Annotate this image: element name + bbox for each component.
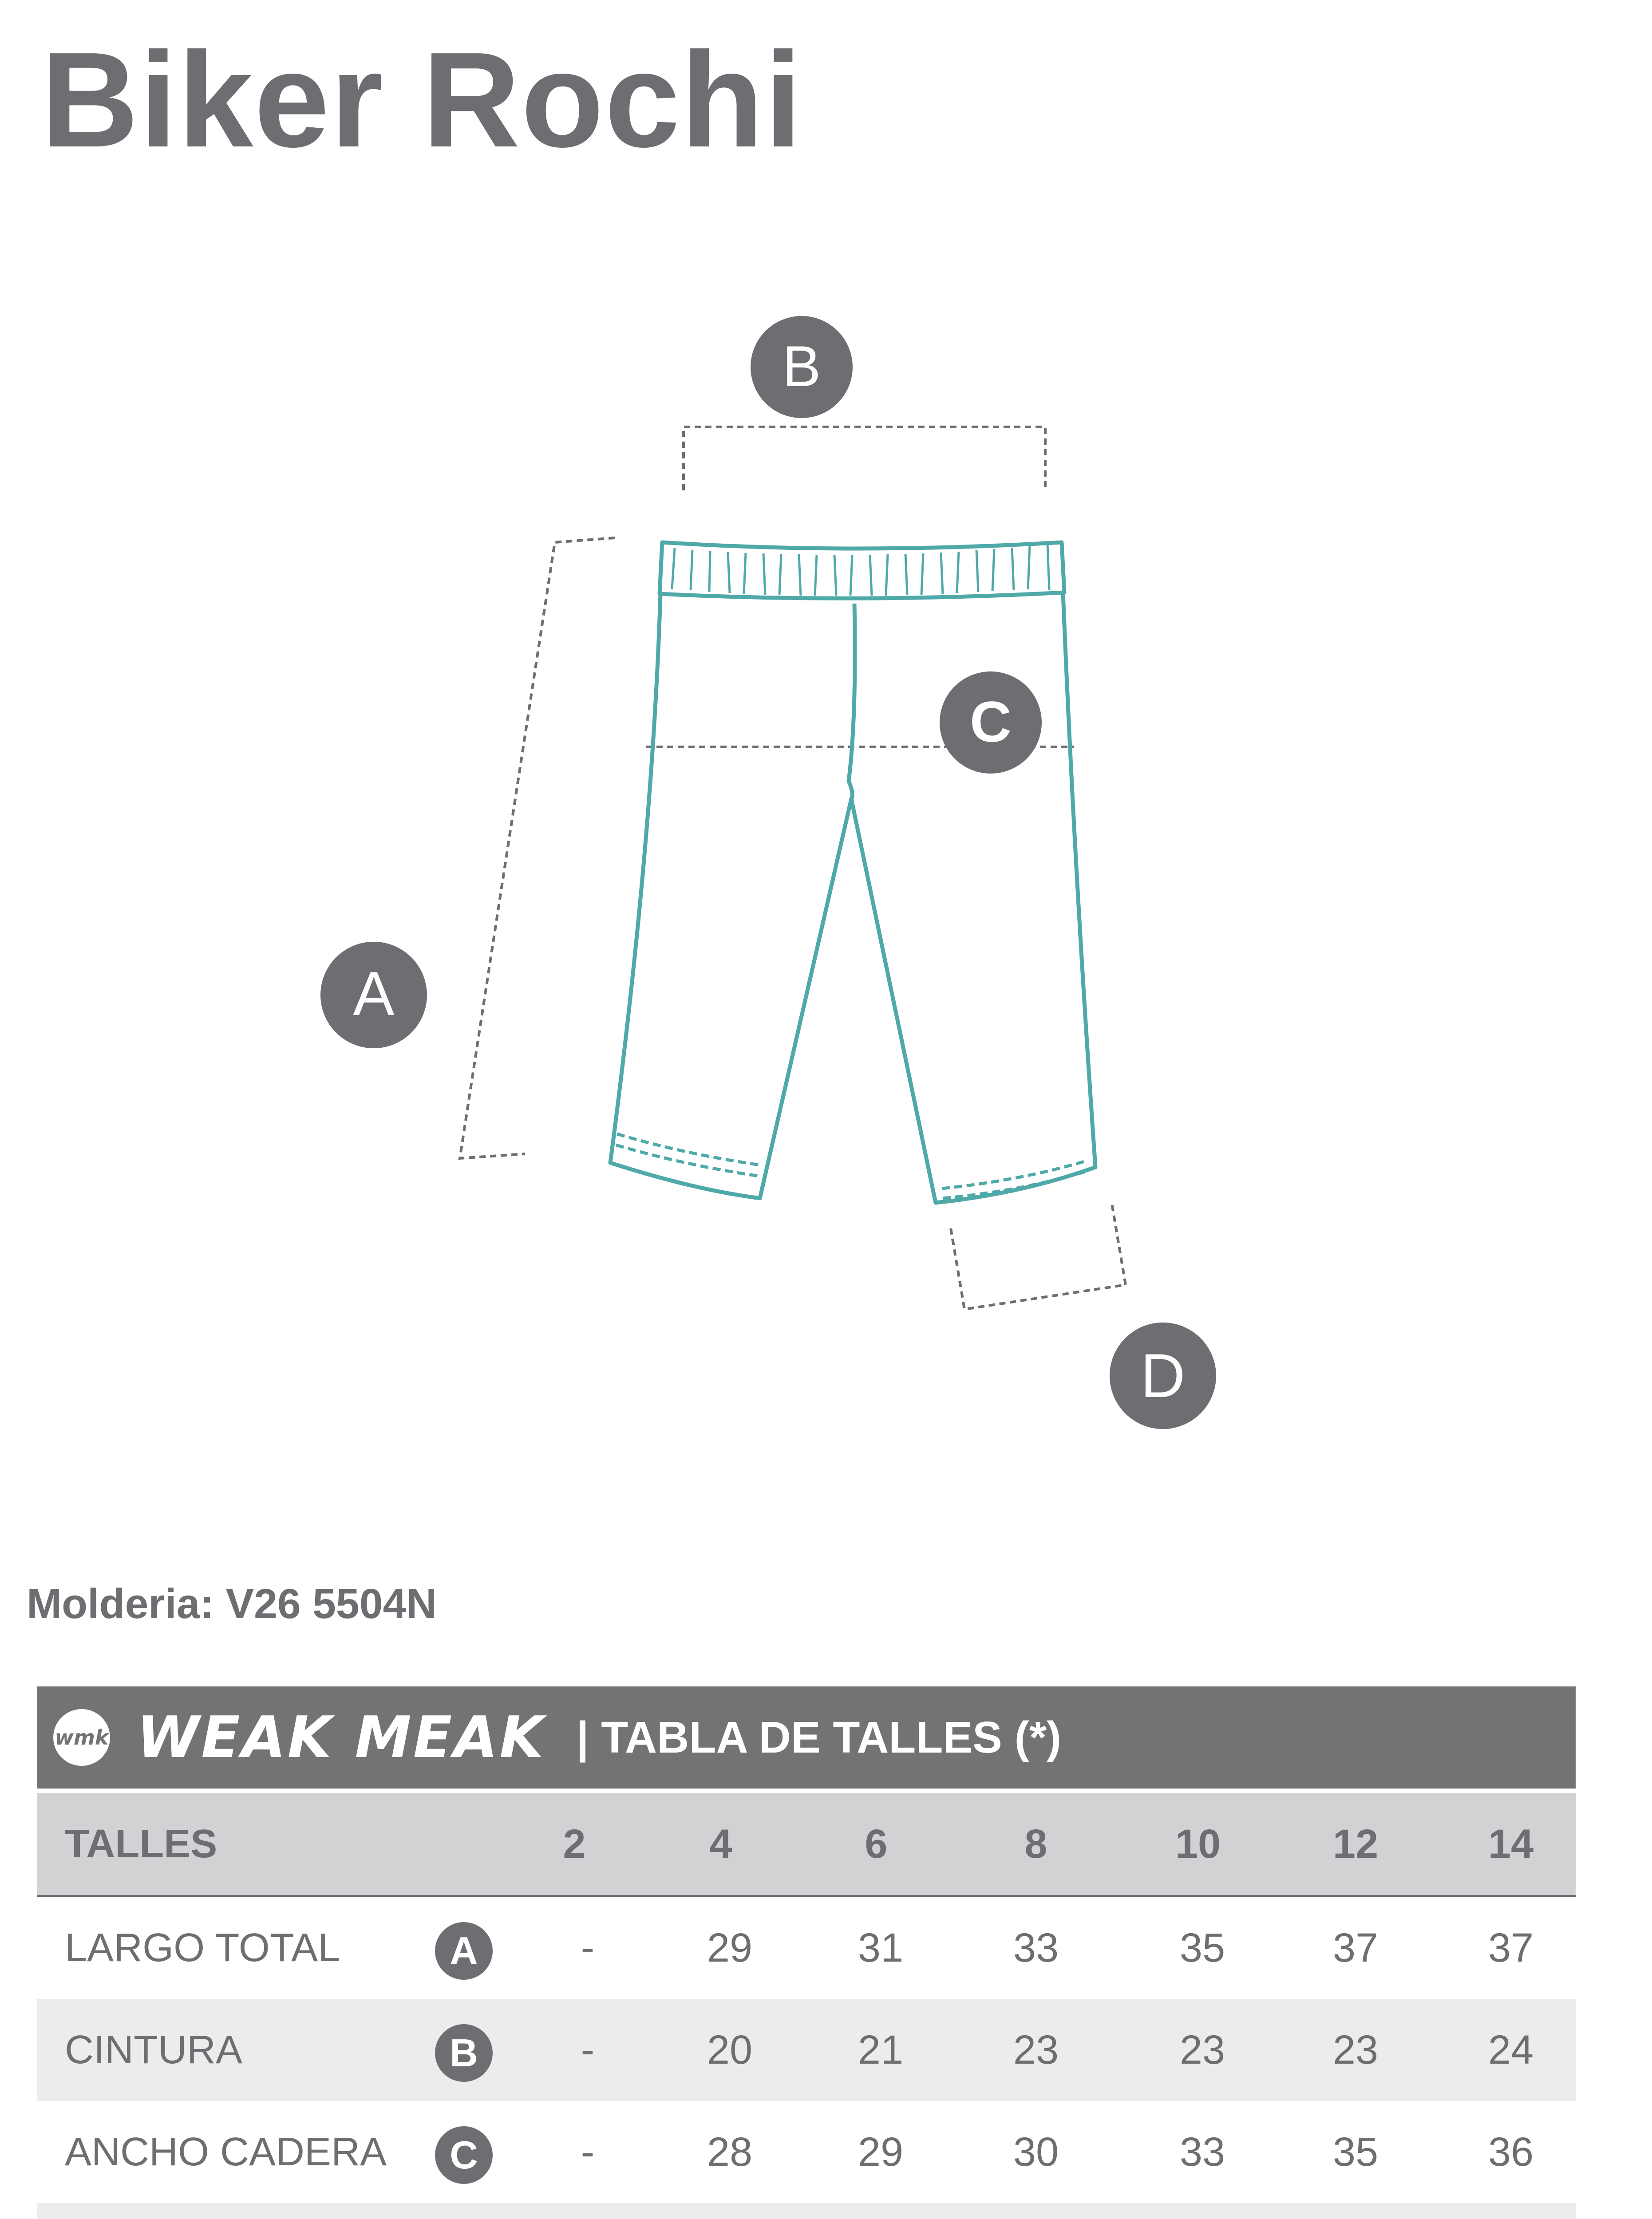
size-col-header: 10 xyxy=(1175,1821,1221,1867)
marker-a-label: A xyxy=(353,959,395,1028)
row-marker-badge: A xyxy=(435,1922,493,1980)
size-table-title: | TABLA DE TALLES (*) xyxy=(576,1712,1062,1762)
marker-b-label: B xyxy=(782,334,821,399)
table-row xyxy=(37,1897,1576,1999)
marker-a xyxy=(320,942,427,1048)
table-cell: 29 xyxy=(858,2129,904,2175)
table-cell: 37 xyxy=(1488,1925,1534,1970)
page-title: Biker Rochi xyxy=(41,24,803,175)
table-cell: 29 xyxy=(707,1925,753,1970)
marker-d xyxy=(1110,1323,1216,1429)
marker-c xyxy=(940,671,1042,774)
table-cell: 23 xyxy=(1332,2027,1379,2073)
size-table-header xyxy=(37,1686,1576,1789)
table-cell: 33 xyxy=(1179,2129,1225,2175)
table-row xyxy=(37,2203,1576,2219)
table-cell: 37 xyxy=(1332,1925,1379,1970)
table-cell: 31 xyxy=(858,1925,904,1970)
row-label: CINTURA xyxy=(65,2027,242,2072)
table-cell xyxy=(539,2203,636,2219)
table-row xyxy=(37,1999,1576,2101)
table-cell: 35 xyxy=(1332,2129,1379,2175)
table-cell: 21 xyxy=(858,2027,904,2073)
table-row xyxy=(37,2101,1576,2203)
row-marker-badge: C xyxy=(435,2126,493,2184)
table-cell: - xyxy=(581,1925,595,1970)
pattern-code: Molderia: V26 5504N xyxy=(27,1580,437,1627)
table-cell: 23 xyxy=(1013,2027,1059,2073)
size-header-row xyxy=(37,1793,1576,1895)
measure-line-a xyxy=(460,538,615,1158)
row-label: LARGO TOTAL xyxy=(65,1925,340,1970)
table-cell: 20 xyxy=(707,2027,753,2073)
biker-shorts-outline xyxy=(610,542,1095,1203)
table-cell: 30 xyxy=(1013,2129,1059,2175)
size-table xyxy=(37,1686,1576,2219)
brand-name: WEAK MEAK xyxy=(137,1704,545,1771)
size-col-header: 12 xyxy=(1332,1821,1379,1867)
table-cell: 28 xyxy=(707,2129,753,2175)
table-cell: 33 xyxy=(1013,1925,1059,1970)
table-cell: - xyxy=(581,2027,595,2073)
size-col-header: 4 xyxy=(709,1821,732,1867)
waistband-gathers xyxy=(672,544,1049,596)
center-seam xyxy=(849,604,855,799)
size-col-header: 14 xyxy=(1488,1821,1534,1867)
table-cell: 36 xyxy=(1488,2129,1534,2175)
brand-logo-icon: wmk xyxy=(53,1709,110,1766)
waistband xyxy=(660,542,1064,598)
measure-line-d xyxy=(951,1204,1126,1309)
marker-b xyxy=(751,316,853,418)
table-cell: 24 xyxy=(1488,2027,1534,2073)
measure-line-b xyxy=(684,427,1045,490)
row-label: ANCHO CADERA xyxy=(65,2129,387,2174)
marker-d-label: D xyxy=(1140,1341,1186,1410)
size-header-label: TALLES xyxy=(65,1821,217,1866)
table-cell: - xyxy=(581,2129,595,2175)
table-cell: 23 xyxy=(1179,2027,1225,2073)
marker-c-label: C xyxy=(970,689,1012,754)
row-marker-badge: B xyxy=(435,2024,493,2082)
hem-stitching xyxy=(616,1134,1088,1198)
measurement-lines xyxy=(460,427,1126,1309)
size-col-header: 6 xyxy=(865,1821,888,1867)
size-col-header: 2 xyxy=(563,1821,586,1867)
table-cell: 35 xyxy=(1179,1925,1225,1970)
size-col-header: 8 xyxy=(1024,1821,1047,1867)
